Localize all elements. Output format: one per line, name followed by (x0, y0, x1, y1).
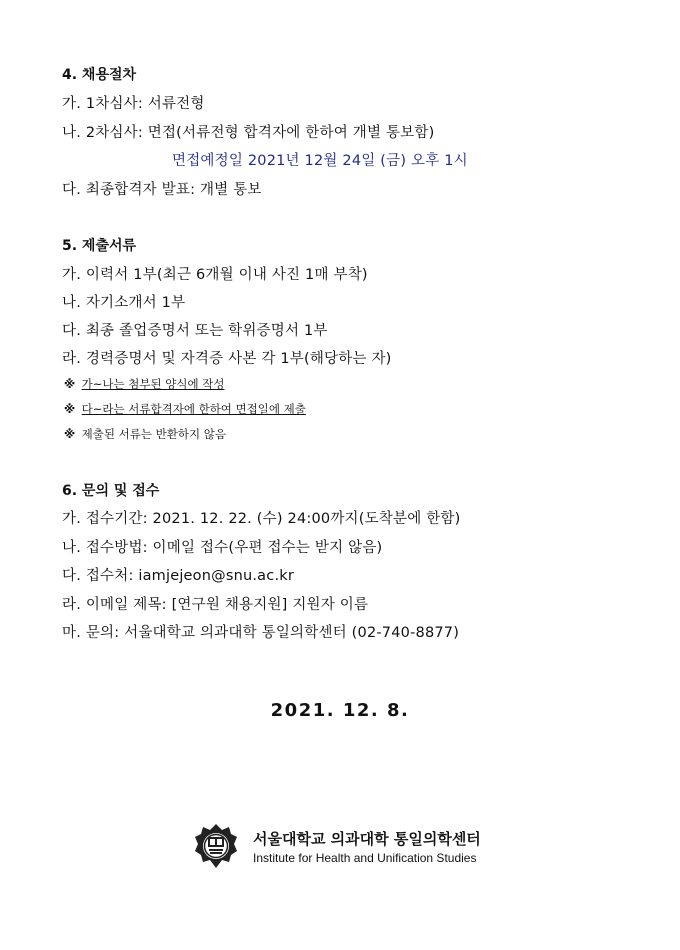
document-date: 2021. 12. 8. (270, 700, 410, 721)
interview-date-line: 면접예정일 2021년 12월 24일 (금) 오후 1시 (172, 153, 468, 169)
procedure-line-2: 나. 2차심사: 면접(서류전형 합격자에 한하여 개별 통보함) (62, 125, 435, 141)
note-3 (64, 426, 226, 442)
documents-line-1: 가. 이력서 1부(최근 6개월 이내 사진 1매 부착) (62, 267, 368, 283)
note-text: 다~라는 서류합격자에 한하여 면접일에 제출 (81, 402, 306, 416)
note-1 (64, 376, 224, 392)
inquiry-line-3: 다. 접수처: iamjejeon@snu.ac.kr (62, 568, 295, 584)
note-2 (64, 401, 306, 417)
documents-line-3: 다. 최종 졸업증명서 또는 학위증명서 1부 (62, 323, 328, 339)
documents-line-2: 나. 자기소개서 1부 (62, 295, 186, 311)
org-name-english: Institute for Health and Unification Studies (253, 851, 477, 865)
snu-emblem-icon (193, 822, 239, 870)
documents-line-4: 라. 경력증명서 및 자격증 사본 각 1부(해당하는 자) (62, 351, 392, 367)
note-mark: ※ (64, 402, 76, 416)
inquiry-line-5: 마. 문의: 서울대학교 의과대학 통일의학센터 (02-740-8877) (62, 625, 460, 641)
section-title-inquiry: 6. 문의 및 접수 (62, 483, 160, 499)
note-mark: ※ (64, 427, 76, 441)
inquiry-line-2: 나. 접수방법: 이메일 접수(우편 접수는 받지 않음) (62, 540, 383, 556)
inquiry-line-4: 라. 이메일 제목: [연구원 채용지원] 지원자 이름 (62, 597, 369, 613)
section-title-documents: 5. 제출서류 (62, 238, 137, 254)
inquiry-line-1: 가. 접수기간: 2021. 12. 22. (수) 24:00까지(도착분에 한함) (62, 511, 461, 527)
org-name-korean: 서울대학교 의과대학 통일의학센터 (253, 830, 481, 848)
procedure-line-1: 가. 1차심사: 서류전형 (62, 96, 205, 112)
section-title-procedure: 4. 채용절차 (62, 67, 137, 83)
note-text: 가~나는 첨부된 양식에 작성 (81, 377, 225, 391)
note-text: 제출된 서류는 반환하지 않음 (81, 427, 226, 441)
note-mark: ※ (64, 377, 76, 391)
procedure-line-3: 다. 최종합격자 발표: 개별 통보 (62, 182, 262, 198)
